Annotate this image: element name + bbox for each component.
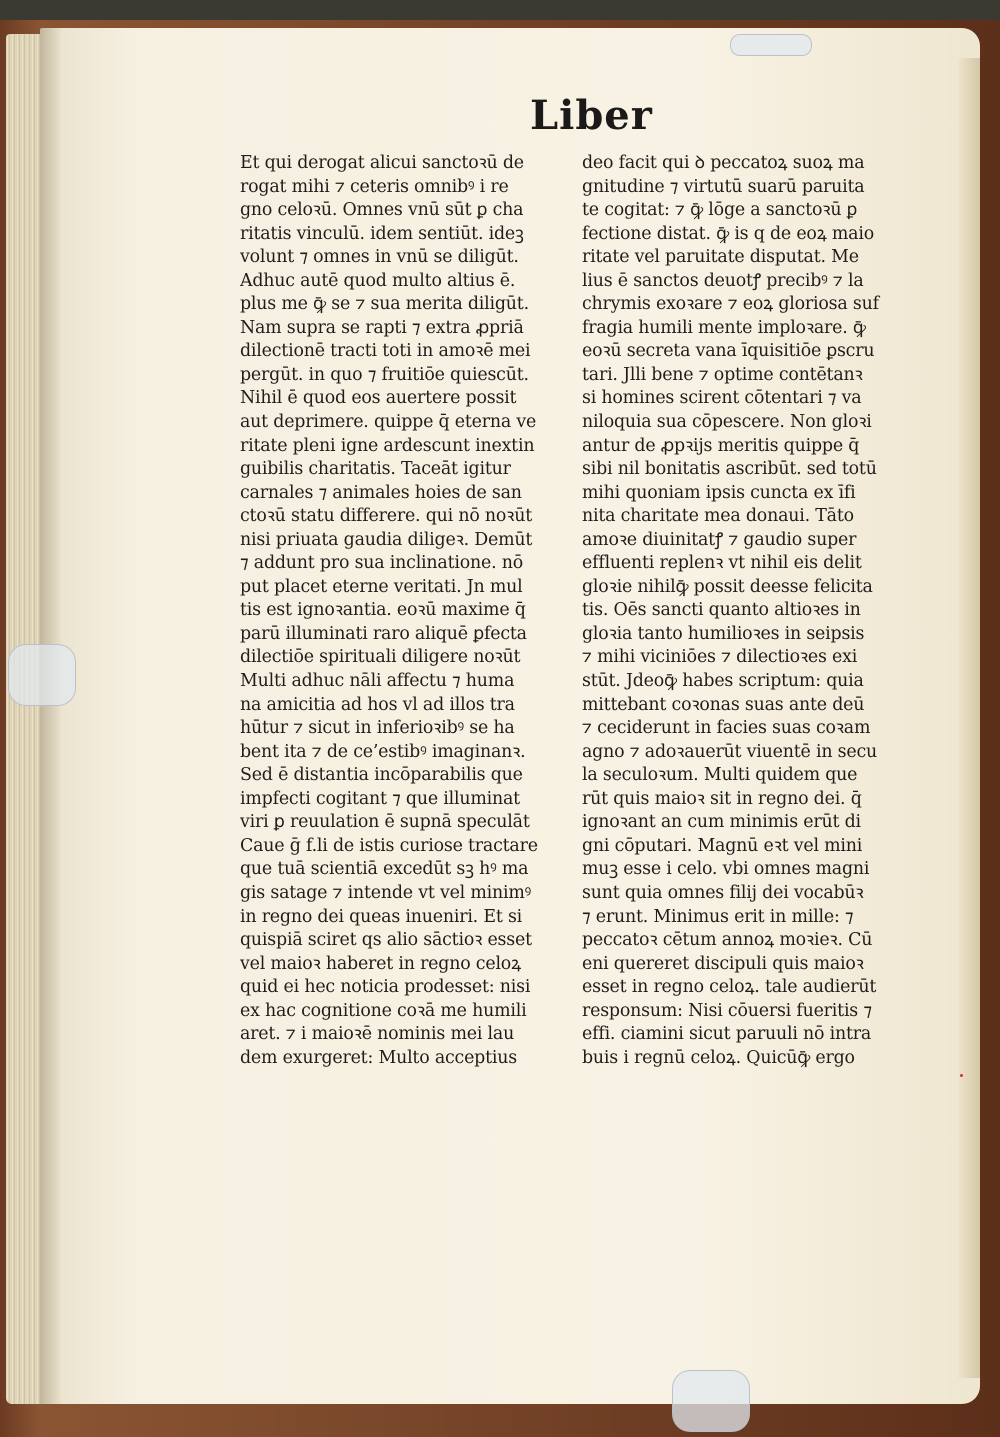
- text-line: plus me ꝙ̄ se ⁊ sua merita diligūt.: [240, 294, 529, 315]
- running-head: Liber: [530, 92, 653, 139]
- text-line: in regno dei queas inueniri. Et si: [240, 906, 523, 927]
- text-line: nita charitate mea donaui. Tāto: [582, 506, 854, 527]
- text-line: rūt quis maioꝛ sit in regno dei. q̄: [582, 788, 862, 809]
- text-line: si homines scirent cōtentari ⁊ va: [582, 388, 862, 409]
- text-column-left: [240, 152, 570, 1070]
- text-line: tis est ignoꝛantia. eoꝛū maxime q̄: [240, 600, 526, 621]
- page-right-edge: [958, 58, 980, 1378]
- text-line: lius ē sanctos deuotꝭ precibꝰ ⁊ la: [582, 270, 864, 291]
- text-line: effluenti replenꝛ vt nihil eis delit: [582, 553, 862, 574]
- text-line: chrymis exoꝛare ⁊ eoꝝ gloriosa suf: [582, 294, 879, 315]
- text-line: gnitudine ⁊ virtutū suarū paruita: [582, 176, 865, 197]
- text-line: Caue ḡ f.li de istis curiose tractare: [240, 835, 538, 856]
- text-line: muꝫ esse i celo. vbi omnes magni: [582, 859, 870, 880]
- text-line: Multi adhuc nāli affectu ⁊ huma: [240, 671, 515, 692]
- text-line: quid ei hec noticia prodesset: nisi: [240, 977, 531, 998]
- spine-shadow: [40, 28, 62, 1404]
- text-line: stūt. Jdeoꝙ̄ habes scriptum: quia: [582, 671, 864, 692]
- text-line: sibi nil bonitatis ascribūt. sed totū: [582, 459, 877, 480]
- text-line: dem exurgeret: Multo acceptius: [240, 1047, 517, 1068]
- text-line: ignoꝛant an cum minimis erūt di: [582, 812, 861, 833]
- text-line: eni quereret discipuli quis maioꝛ: [582, 953, 864, 974]
- text-line: tari. Jlli bene ⁊ optime contētanꝛ: [582, 364, 863, 385]
- text-line: gloꝛie nihilꝙ̄ possit deesse felicita: [582, 576, 873, 597]
- text-line: gloꝛia tanto humilioꝛes in seipsis: [582, 623, 865, 644]
- text-line: hūtur ⁊ sicut in inferioꝛibꝰ se ha: [240, 718, 515, 739]
- text-line: bent ita ⁊ de ce’estibꝰ imaginanꝛ.: [240, 741, 526, 762]
- text-line: fragia humili mente imploꝛare. ꝙ̄: [582, 317, 866, 338]
- text-line: dilectionē tracti toti in amoꝛē mei: [240, 341, 531, 362]
- text-line: ex hac cognitione coꝛā me humili: [240, 1000, 527, 1021]
- text-line: dilectiōe spirituali diligere noꝛūt: [240, 647, 521, 668]
- text-line: responsum: Nisi cōuersi fueritis ⁊: [582, 1000, 872, 1021]
- text-column-right: [582, 152, 917, 1070]
- text-line: put placet eterne veritati. Jn mul: [240, 576, 523, 597]
- text-line: impfecti cogitant ⁊ que illuminat: [240, 788, 520, 809]
- text-line: vel maioꝛ haberet in regno celoꝝ: [240, 953, 521, 974]
- text-line: guibilis charitatis. Taceāt igitur: [240, 459, 511, 480]
- text-line: antur de ꝓpꝛijs meritis quippe q̄: [582, 435, 860, 456]
- text-line: viri ꝑ reuulation ē supnā speculāt: [240, 812, 530, 833]
- text-line: eoꝛū secreta vana īquisitiōe ꝑscru: [582, 341, 875, 362]
- text-line: pergūt. in quo ⁊ fruitiōe quiescūt.: [240, 364, 529, 385]
- text-line: Sed ē distantia incōparabilis que: [240, 765, 523, 786]
- page-clip-left: [8, 644, 76, 706]
- text-line: gis satage ⁊ intende vt vel minimꝰ: [240, 882, 532, 903]
- text-line: Et qui derogat alicui sanctoꝛū de: [240, 153, 524, 173]
- page-clip-bottom: [672, 1370, 750, 1432]
- page-clip-top: [730, 34, 812, 56]
- text-line: ritate pleni igne ardescunt inextin: [240, 435, 535, 456]
- text-line: te cogitat: ⁊ ꝙ̄ lōge a sanctoꝛū ꝑ: [582, 200, 858, 221]
- text-line: quispiā sciret qs alio sāctioꝛ esset: [240, 930, 532, 951]
- text-line: sunt quia omnes filij dei vocabūꝛ: [582, 882, 864, 903]
- text-line: tis. Oēs sancti quanto altioꝛes in: [582, 600, 861, 621]
- text-line: na amicitia ad hos vl̄ ad illos tra: [240, 694, 515, 715]
- text-line: deo facit qui ꝺ peccatoꝝ suoꝝ ma: [582, 153, 865, 173]
- text-line: buis i regnū celoꝝ. Quicūꝙ̄ ergo: [582, 1047, 855, 1068]
- text-line: aut deprimere. quippe q̄ eterna ve: [240, 412, 537, 433]
- text-line: fectione distat. ꝙ̄ is q de eoꝝ maio: [582, 223, 874, 244]
- text-line: volunt ⁊ omnes in vnū se diligūt.: [240, 247, 519, 268]
- text-line: ⁊ addunt pro sua inclinatione. nō: [240, 553, 524, 574]
- text-line: la seculoꝛum. Multi quidem que: [582, 765, 858, 786]
- text-line: gni cōputari. Magnū eꝛt vel mini: [582, 835, 863, 856]
- text-line: mittebant coꝛonas suas ante deū: [582, 694, 865, 715]
- text-line: agno ⁊ adoꝛauerūt viuentē in secu: [582, 741, 878, 762]
- text-line: ⁊ ceciderunt in facies suas coꝛam: [582, 718, 871, 739]
- text-line: esset in regno celoꝝ. tale audierūt: [582, 977, 877, 998]
- ink-mark: [960, 1074, 963, 1077]
- text-line: gno celoꝛū. Omnes vnū sūt ꝑ cha: [240, 200, 524, 221]
- text-line: carnales ⁊ animales hoies de san: [240, 482, 522, 503]
- text-line: ritatis vinculū. idem sentiūt. ideꝫ: [240, 223, 524, 244]
- text-line: peccatoꝛ cētum annoꝝ moꝛieꝛ. Cū: [582, 930, 873, 951]
- text-line: ritate vel paruitate disputat. Me: [582, 247, 859, 268]
- text-line: Nihil ē quod eos auertere possit: [240, 388, 517, 409]
- text-line: ⁊ erunt. Minimus erit in mille: ⁊: [582, 906, 854, 927]
- text-line: nisi priuata gaudia diligeꝛ. Demūt: [240, 529, 533, 550]
- text-line: Adhuc autē quod multo altius ē.: [240, 270, 516, 291]
- text-line: effi. ciamini sicut paruuli nō intra: [582, 1024, 872, 1045]
- text-line: amoꝛe diuinitatꝭ ⁊ gaudio super: [582, 529, 857, 550]
- text-line: Nam supra se rapti ⁊ extra ꝓpriā: [240, 317, 524, 338]
- text-line: ctoꝛū statu differere. qui nō noꝛūt: [240, 506, 533, 527]
- text-line: aret. ⁊ i maioꝛē nominis mei lau: [240, 1024, 515, 1045]
- text-line: que tuā scientiā excedūt sꝫ hꝰ ma: [240, 859, 529, 880]
- text-line: niloquia sua cōpescere. Non gloꝛi: [582, 412, 872, 433]
- text-line: mihi quoniam ipsis cuncta ex īfi: [582, 482, 856, 503]
- text-line: parū illuminati raro aliquē ꝑfecta: [240, 623, 527, 644]
- text-line: rogat mihi ⁊ ceteris omnibꝰ i re: [240, 176, 509, 197]
- text-line: ⁊ mihi viciniōes ⁊ dilectioꝛes exi: [582, 647, 858, 668]
